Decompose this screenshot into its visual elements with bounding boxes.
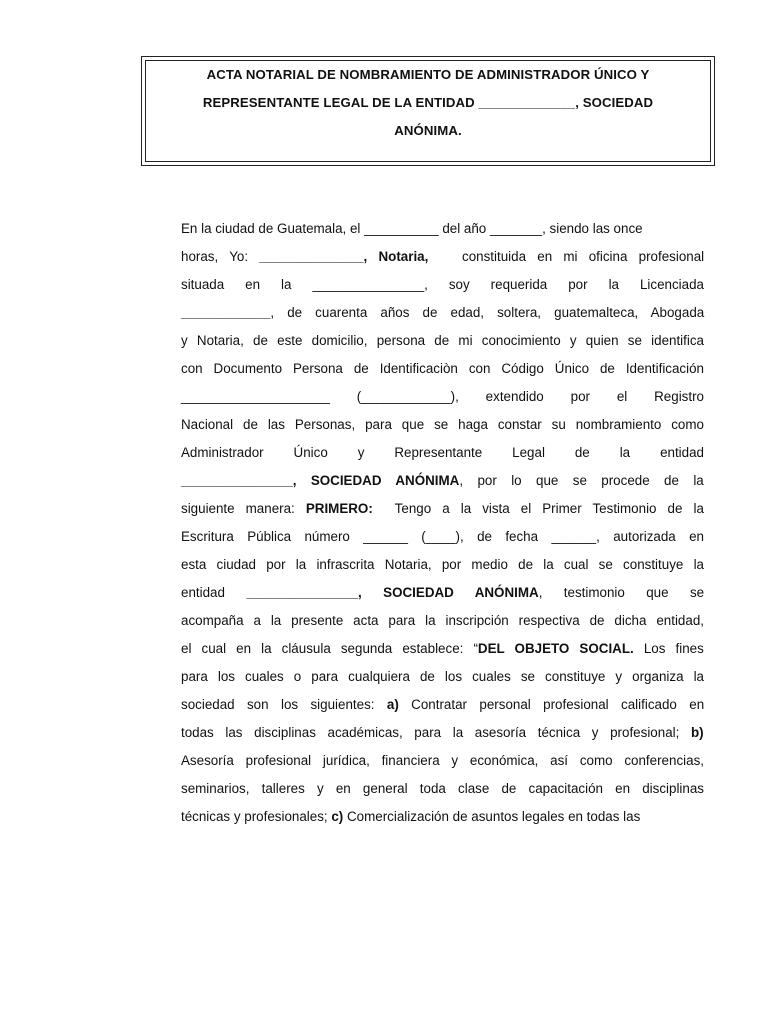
body-line-21: seminarios, talleres y en general toda clase de capacitación en disciplinas — [181, 781, 704, 796]
body-line-16: el cual en la cláusula segunda establece: “DEL OBJETO SOCIAL. Los fines — [181, 641, 704, 656]
title-line-3: ANÓNIMA. — [394, 123, 462, 138]
title-inner-border — [145, 60, 711, 162]
body-line-19: todas las disciplinas académicas, para la asesoría técnica y profesional; b) — [181, 725, 704, 740]
title-line-2: REPRESENTANTE LEGAL DE LA ENTIDAD _____________, SOCIEDAD — [202, 95, 654, 110]
body-line-14: entidad _______________, SOCIEDAD ANÓNIMA, testimonio que se — [181, 585, 705, 600]
body-line-3: situada en la _______________, soy requerida por la Licenciada — [181, 277, 704, 292]
body-line-5: y Notaria, de este domicilio, persona de mi conocimiento y quien se identifica — [181, 333, 704, 348]
body-line-15: acompaña a la presente acta para la inscripción respectiva de dicha entidad, — [181, 613, 704, 628]
body-line-17: para los cuales o para cualquiera de los cuales se constituye y organiza la — [181, 669, 704, 684]
body-line-2: horas, Yo: ______________, Notaria, constituida en mi oficina profesional — [181, 249, 705, 264]
body-line-6: con Documento Persona de Identificaciòn con Código Único de Identificación — [181, 361, 704, 376]
body-line-22: técnicas y profesionales; c) Comercialización de asuntos legales en todas las — [181, 809, 641, 824]
body-line-4: ____________, de cuarenta años de edad, soltera, guatemalteca, Abogada — [181, 305, 705, 320]
body-line-12: Escritura Pública número ______ (____), de fecha ______, autorizada en — [181, 529, 704, 544]
title-line-1: ACTA NOTARIAL DE NOMBRAMIENTO DE ADMINISTRADOR ÚNICO Y — [206, 67, 650, 82]
body-line-13: esta ciudad por la infrascrita Notaria, por medio de la cual se constituye la — [181, 557, 704, 572]
body-line-7: ____________________ (____________), extendido por el Registro — [181, 389, 704, 404]
body-line-8: Nacional de las Personas, para que se haga constar su nombramiento como — [181, 417, 704, 432]
body-line-10: _______________, SOCIEDAD ANÓNIMA, por lo que se procede de la — [181, 473, 704, 488]
body-line-20: Asesoría profesional jurídica, financiera y económica, así como conferencias, — [181, 753, 704, 768]
title-box — [141, 56, 715, 166]
body-line-1: En la ciudad de Guatemala, el __________ del año _______, siendo las once — [181, 221, 643, 236]
body-line-11: siguiente manera: PRIMERO: Tengo a la vista el Primer Testimonio de la — [181, 501, 704, 516]
body-line-18: sociedad son los siguientes: a) Contratar personal profesional calificado en — [181, 697, 705, 712]
body-line-9: Administrador Único y Representante Legal de la entidad — [181, 445, 704, 460]
